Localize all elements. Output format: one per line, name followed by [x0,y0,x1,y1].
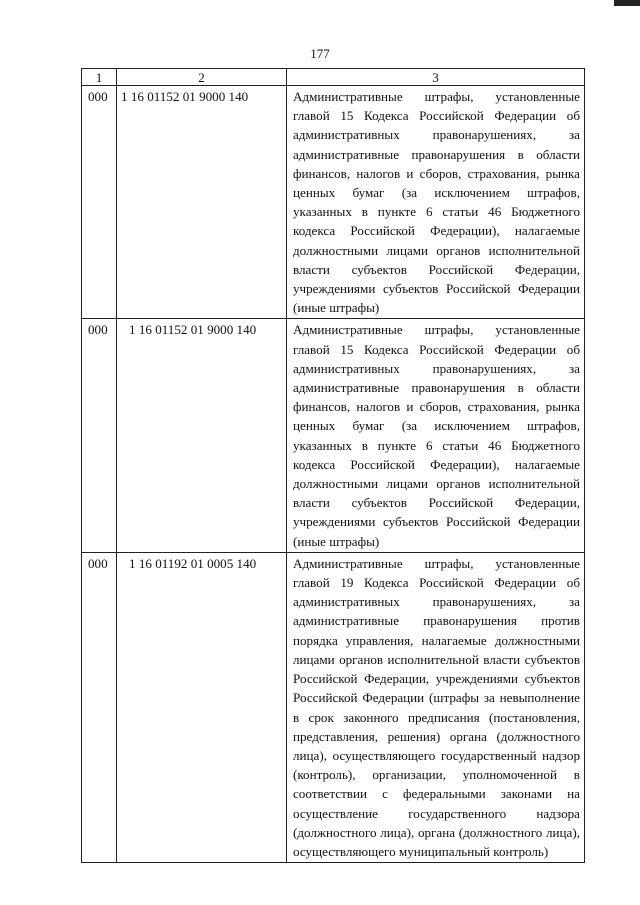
row-description: Административные штрафы, установленные главой 19 Кодекса Российской Федерации об административных правонарушениях, за административные правонарушения против порядка управления, налагаемые должностными лицами органов исполнительной власти субъектов Российской Федерации, учреждениями субъектов Российской Федерации (штрафы за невыполнение в срок законного предписания (постановления, представления, решения) органа (должностного лица), осуществляющего государственный надзор (контроль), организации, уполномоченной в соответствии с федеральными законами на осуществление государственного надзора (должностного лица), органа (должностного лица), осуществляющего муниципальный контроль) [287,552,585,862]
table-row [82,552,585,862]
table-row [82,319,585,552]
row-admin-code: 000 [82,319,117,552]
row-description: Административные штрафы, установленные главой 15 Кодекса Российской Федерации об административных правонарушениях, за административные правонарушения в области финансов, налогов и сборов, страхования, рынка ценных бумаг (за исключением штрафов, указанных в пункте 6 статьи 46 Бюджетного кодекса Российской Федерации), налагаемые должностными лицами органов исполнительной власти субъектов Российской Федерации, учреждениями субъектов Российской Федерации (иные штрафы) [287,86,585,319]
row-description: Административные штрафы, установленные главой 15 Кодекса Российской Федерации об административных правонарушениях, за административные правонарушения в области финансов, налогов и сборов, страхования, рынка ценных бумаг (за исключением штрафов, указанных в пункте 6 статьи 46 Бюджетного кодекса Российской Федерации), налагаемые должностными лицами органов исполнительной власти субъектов Российской Федерации, учреждениями субъектов Российской Федерации (иные штрафы) [287,319,585,552]
table-row [82,86,585,319]
row-budget-code: 1 16 01152 01 9000 140 [117,319,287,552]
scan-corner-mark [614,0,640,6]
row-admin-code: 000 [82,86,117,319]
header-col-2: 2 [117,69,287,86]
row-admin-code: 000 [82,552,117,862]
header-col-3: 3 [287,69,585,86]
table-header-row [82,69,585,86]
header-col-1: 1 [82,69,117,86]
page-number: 177 [310,46,330,61]
fines-table [81,68,585,863]
row-budget-code: 1 16 01192 01 0005 140 [117,552,287,862]
row-budget-code: 1 16 01152 01 9000 140 [117,86,287,319]
